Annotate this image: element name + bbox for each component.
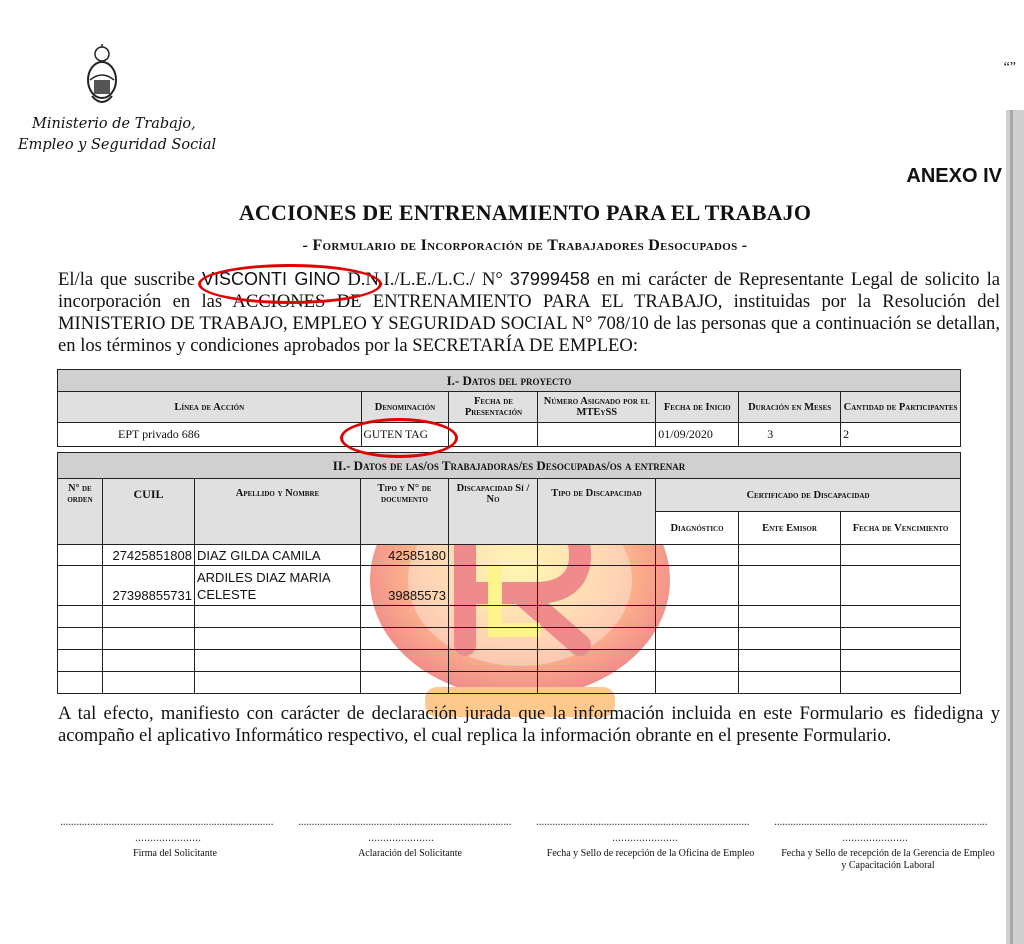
label-oficina: Fecha y Sello de recepción de la Oficina de Empleo xyxy=(546,848,755,859)
cell-nombre xyxy=(195,566,361,606)
signature-line-gerencia: ............................................................................... xyxy=(774,814,988,828)
header-cuil: CUIL xyxy=(103,479,195,545)
intro-text-2: D.N.I./L.E./L.C./ N° xyxy=(347,269,503,290)
scrollbar[interactable] xyxy=(1010,110,1013,944)
header-certificado: Certificado de Discapacidad xyxy=(656,479,961,512)
cell-nombre-line2: CELESTE xyxy=(197,586,257,602)
applicant-dni: 37999458 xyxy=(509,269,590,289)
table-row xyxy=(58,545,961,566)
table-row xyxy=(58,672,961,694)
header-tipo-doc: Tipo y N° de documento xyxy=(361,479,449,545)
header-fecha-presentacion: Fecha de Presentación xyxy=(449,392,538,423)
cell-nombre: DIAZ GILDA CAMILA xyxy=(195,545,361,566)
signature-line-oficina: ............................................................................... xyxy=(536,814,750,828)
header-tipo-discapacidad: Tipo de Discapacidad xyxy=(538,479,656,545)
ministry-line-1: Ministerio de Trabajo, xyxy=(32,116,196,132)
coat-of-arms-icon xyxy=(82,40,122,110)
header-cantidad: Cantidad de Participantes xyxy=(841,392,961,423)
page-edge xyxy=(1006,110,1024,944)
table-row xyxy=(58,628,961,650)
ministry-line-2: Empleo y Seguridad Social xyxy=(18,137,217,153)
applicant-name: VISCONTI GINO xyxy=(201,269,341,289)
signature-line-firma: ............................................................................... xyxy=(60,814,274,828)
intro-text-1: El/la que suscribe xyxy=(58,269,195,290)
signature-subline-firma: ...................... xyxy=(135,830,201,844)
ministry-name xyxy=(18,114,216,156)
closing-text: A tal efecto, manifiesto con carácter de declaración jurada que la información incluida en este Formulario es fidedigna y acompaño el aplicativo Informático respectivo, el cual replica la información obrante en el presente Formulario. xyxy=(58,703,1000,746)
section2-title: II.- Datos de las/os Trabajadoras/es Desocupadas/os a entrenar xyxy=(58,453,961,479)
cell-duracion: 3 xyxy=(739,423,841,447)
corner-mark: “” xyxy=(1003,60,1016,75)
cell-nombre-line1: ARDILES DIAZ MARIA xyxy=(197,569,331,585)
label-gerencia-line1: Fecha y Sello de recepción de la Gerencia de Empleo xyxy=(781,848,995,859)
header-apellido: Apellido y Nombre xyxy=(195,479,361,545)
signature-subline-aclaracion: ...................... xyxy=(368,830,434,844)
header-discapacidad: Discapacidad Sí / No xyxy=(449,479,538,545)
document-subtitle: - Formulario de Incorporación de Trabajadores Desocupados - xyxy=(302,237,748,254)
cell-numero-asignado xyxy=(538,423,656,447)
header-diagnostico: Diagnóstico xyxy=(656,512,739,545)
intro-paragraph xyxy=(58,268,1000,357)
cell-doc: 42585180 xyxy=(361,545,449,566)
header-ente: Ente Emisor xyxy=(739,512,841,545)
table-row xyxy=(58,650,961,672)
header-linea: Línea de Acción xyxy=(58,392,362,423)
header-duracion: Duración en Meses xyxy=(739,392,841,423)
label-firma: Firma del Solicitante xyxy=(133,848,217,859)
header-denominacion: Denominación xyxy=(361,392,449,423)
annex-label: ANEXO IV xyxy=(906,165,1002,187)
document-title: ACCIONES DE ENTRENAMIENTO PARA EL TRABAJO xyxy=(238,200,812,225)
cell-fecha-inicio: 01/09/2020 xyxy=(656,423,739,447)
table-row xyxy=(58,606,961,628)
cell-cuil: 27425851808 xyxy=(103,545,195,566)
label-aclaracion: Aclaración del Solicitante xyxy=(358,848,462,859)
workers-table xyxy=(57,452,961,694)
cell-linea: EPT privado 686 xyxy=(58,423,362,447)
label-gerencia-line2: y Capacitación Laboral xyxy=(841,860,935,871)
table-row xyxy=(58,566,961,606)
header-orden: N° de orden xyxy=(58,479,103,545)
cell-cuil: 27398855731 xyxy=(103,566,195,606)
signature-line-aclaracion: ............................................................................... xyxy=(298,814,512,828)
signature-subline-oficina: ...................... xyxy=(612,830,678,844)
signature-subline-gerencia: ...................... xyxy=(842,830,908,844)
closing-paragraph xyxy=(58,703,1000,747)
cell-cantidad: 2 xyxy=(841,423,961,447)
intro-text-3: en mi carácter de Representante Legal de solicito la incorporación en las ACCIONES DE ENTRENAMIENTO PARA EL TRABAJO, instituidas por la Resolución del MINISTERIO DE TRABAJO, EMPLEO Y SEGURIDAD SOCIAL N° 708/10 de las personas que a continuación se detallan, en los términos y condiciones aprobados por la SECRETARÍA DE EMPLEO: xyxy=(58,269,1001,356)
header-fecha-inicio: Fecha de Inicio xyxy=(656,392,739,423)
cell-doc: 39885573 xyxy=(361,566,449,606)
label-gerencia xyxy=(768,848,1008,872)
cell-denominacion: GUTEN TAG xyxy=(361,423,449,447)
project-data-table xyxy=(57,369,961,447)
header-numero-asignado: Número Asignado por el MTEySS xyxy=(538,392,656,423)
cell-fecha-presentacion xyxy=(449,423,538,447)
header-vencimiento: Fecha de Vencimiento xyxy=(841,512,961,545)
section1-title: I.- Datos del proyecto xyxy=(58,370,961,392)
